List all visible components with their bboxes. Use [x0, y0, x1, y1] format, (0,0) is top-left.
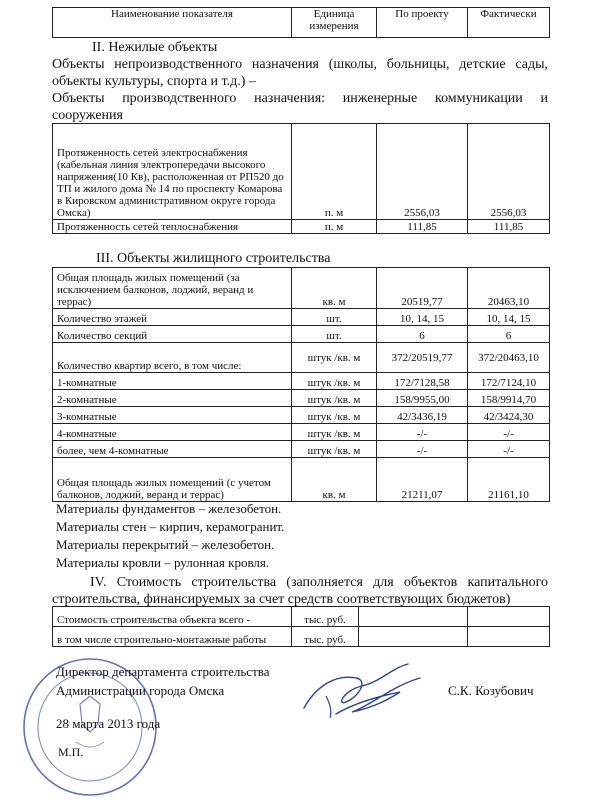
row-project: 21211,07	[377, 458, 468, 502]
row-unit: штук /кв. м	[292, 373, 377, 390]
table-row	[53, 441, 550, 458]
row-unit: кв. м	[292, 458, 377, 502]
row-project: 42/3436,19	[377, 407, 468, 424]
materials-foundation: Материалы фундаментов – железобетон.	[56, 501, 282, 516]
row-actual: -/-	[468, 424, 550, 441]
row-actual: 42/3424,30	[468, 407, 550, 424]
row-name: 2-комнатные	[53, 390, 292, 407]
row-unit: тыс. руб.	[292, 607, 359, 627]
row-unit: штук /кв. м	[292, 343, 377, 373]
materials-roof: Материалы кровли – рулонная кровля.	[56, 555, 270, 570]
row-unit: штук /кв. м	[292, 407, 377, 424]
stamp-place-label: М.П.	[58, 745, 84, 759]
row-name: Общая площадь жилых помещений (за исключением балконов, лоджий, веранд и террас)	[53, 268, 292, 309]
row-project: -/-	[377, 441, 468, 458]
row-project	[359, 627, 468, 647]
col-unit-header: Единица измерения	[292, 8, 377, 38]
section3-table	[52, 267, 550, 502]
row-name: 3-комнатные	[53, 407, 292, 424]
signer-name: С.К. Козубович	[448, 683, 534, 698]
col-name-header: Наименование показателя	[53, 8, 292, 38]
table-row	[53, 309, 550, 326]
row-actual: 111,85	[468, 220, 550, 234]
row-name: 1-комнатные	[53, 373, 292, 390]
row-unit: шт.	[292, 309, 377, 326]
row-actual: 158/9914,70	[468, 390, 550, 407]
col-actual-header: Фактически	[468, 8, 550, 38]
row-actual: 21161,10	[468, 458, 550, 502]
section4-table	[52, 606, 550, 647]
row-name: в том числе строительно-монтажные работы	[53, 627, 292, 647]
materials-walls: Материалы стен – кирпич, керамогранит.	[56, 519, 285, 534]
row-name: Протяженность сетей электроснабжения (кабельная линия электропередачи высокого напряжения(10 Кв), расположенная от РП520 до ТП и жилого дома № 14 по проспекту Комарова в Кировском административном округе города Омска)	[53, 124, 292, 220]
row-name: Общая площадь жилых помещений (с учетом балконов, лоджий, веранд и террас)	[53, 458, 292, 502]
row-project: 10, 14, 15	[377, 309, 468, 326]
row-project: 20519,77	[377, 268, 468, 309]
table-row	[53, 424, 550, 441]
row-actual: 6	[468, 326, 550, 343]
row-actual: 10, 14, 15	[468, 309, 550, 326]
header-table	[52, 7, 550, 38]
table-row	[53, 220, 550, 234]
signature-date: 28 марта 2013 года	[56, 716, 161, 731]
row-actual: 372/20463,10	[468, 343, 550, 373]
section2-para2: Объекты производственного назначения: инженерные коммуникации и сооружения	[52, 91, 548, 123]
row-project: 111,85	[377, 220, 468, 234]
section2-title: II. Нежилые объекты	[92, 40, 218, 55]
table-row	[53, 373, 550, 390]
row-name: более, чем 4-комнатные	[53, 441, 292, 458]
section2-table	[52, 123, 550, 234]
row-unit: п. м	[292, 220, 377, 234]
section4-title: IV. Стоимость строительства (заполняется для объектов капитального строительства, финансируемых за счет средств соответствующих бюджетов)	[52, 575, 548, 607]
row-unit: штук /кв. м	[292, 441, 377, 458]
row-unit: кв. м	[292, 268, 377, 309]
row-actual	[468, 627, 550, 647]
row-project: -/-	[377, 424, 468, 441]
row-project: 172/7128,58	[377, 373, 468, 390]
row-name: Количество квартир всего, в том числе:	[53, 343, 292, 373]
row-actual: 20463,10	[468, 268, 550, 309]
table-row	[53, 407, 550, 424]
col-project-header: По проекту	[377, 8, 468, 38]
row-actual: 2556,03	[468, 124, 550, 220]
table-row	[53, 343, 550, 373]
section3-title: III. Объекты жилищного строительства	[96, 251, 331, 266]
row-name: Количество секций	[53, 326, 292, 343]
row-actual	[468, 607, 550, 627]
table-row	[53, 268, 550, 309]
row-name: Стоимость строительства объекта всего -	[53, 607, 292, 627]
row-project: 2556,03	[377, 124, 468, 220]
table-row	[53, 326, 550, 343]
row-project: 372/20519,77	[377, 343, 468, 373]
row-unit: тыс. руб.	[292, 627, 359, 647]
row-name: Протяженность сетей теплоснабжения	[53, 220, 292, 234]
signer-position-line2: Администрации города Омска	[56, 683, 225, 698]
section2-para1: Объекты непроизводственного назначения (школы, больницы, детские сады, объекты культуры, спорта и т.д.) –	[52, 57, 548, 89]
table-row	[53, 390, 550, 407]
row-project: 158/9955,00	[377, 390, 468, 407]
row-unit: штук /кв. м	[292, 390, 377, 407]
row-unit: п. м	[292, 124, 377, 220]
row-project: 6	[377, 326, 468, 343]
row-name: Количество этажей	[53, 309, 292, 326]
table-row	[53, 607, 550, 627]
row-name: 4-комнатные	[53, 424, 292, 441]
materials-floors: Материалы перекрытий – железобетон.	[56, 537, 275, 552]
table-row	[53, 458, 550, 502]
table-row	[53, 124, 550, 220]
signer-position-line1: Директор департамента строительства	[56, 664, 270, 679]
row-unit: штук /кв. м	[292, 424, 377, 441]
handwritten-signature	[296, 656, 426, 726]
row-project	[359, 607, 468, 627]
row-actual: 172/7124,10	[468, 373, 550, 390]
row-unit: шт.	[292, 326, 377, 343]
row-actual: -/-	[468, 441, 550, 458]
table-row	[53, 627, 550, 647]
